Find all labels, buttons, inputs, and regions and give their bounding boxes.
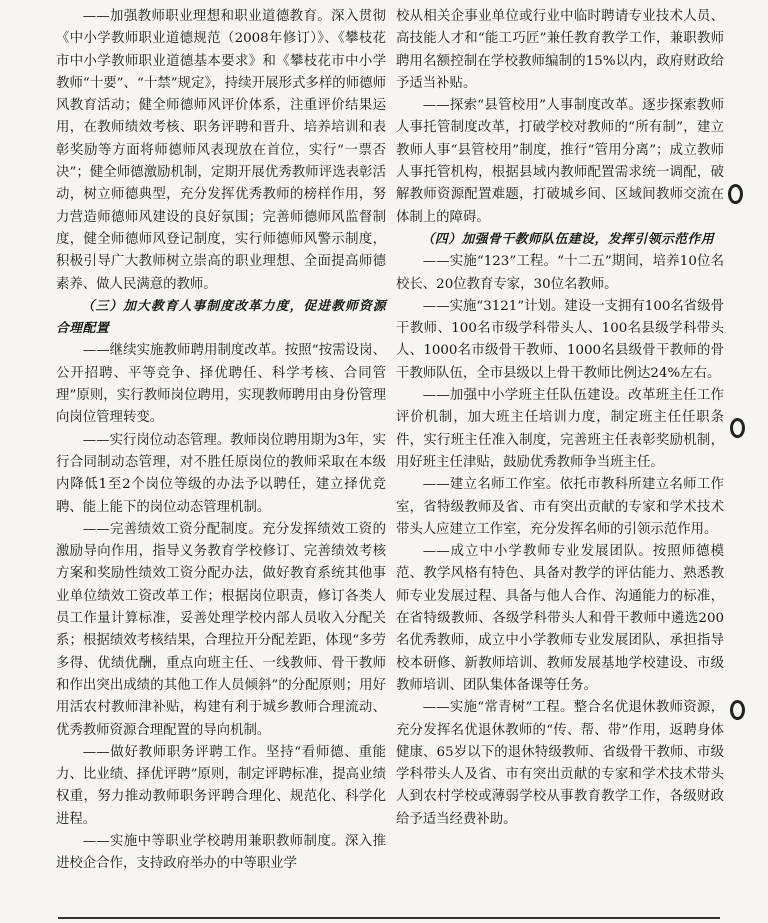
- section-heading: （三）加大教育人事制度改革力度，促进教师资源合理配置: [56, 298, 386, 337]
- paragraph: ——实行岗位动态管理。教师岗位聘用期为3年，实行合同制动态管理，对不胜任原岗位的教师采取在本级内降低1至2个岗位等级的办法予以聘任，建立择优竞聘、能上能下的岗位动态管理机制。: [56, 432, 386, 515]
- binding-hole-mark: [730, 700, 745, 720]
- left-column: [56, 6, 386, 876]
- section-heading: （四）加强骨干教师队伍建设，发挥引领示范作用: [421, 231, 715, 247]
- paragraph: ——建立名师工作室。依托市教科所建立名师工作室，省特级教师及省、市有突出贡献的专家和学术技术带头人应建立工作室，充分发挥名师的引领示范作用。: [396, 477, 724, 537]
- paragraph: ——继续实施教师聘用制度改革。按照“按需设岗、公开招聘、平等竞争、择优聘任、科学考核、合同管理”原则，实行教师岗位聘用，实现教师聘用由身份管理向岗位管理转变。: [56, 343, 386, 426]
- paragraph: ——探索“县管校用”人事制度改革。逐步探索教师人事托管制度改革，打破学校对教师的“所有制”，建立教师人事“县管校用”制度，推行“管用分离”；成立教师人事托管机构，根据县域内教师配置需求统一调配，破解教师资源配置难题，打破城乡间、区域间教师交流在体制上的障碍。: [396, 98, 724, 225]
- paragraph: ——成立中小学教师专业发展团队。按照师德模范、教学风格有特色、具备对教学的评估能力、熟悉教师专业发展过程、具备与他人合作、沟通能力的标准，在省特级教师、各级学科带头人和骨干教师中遴选200名优秀教师，成立中小学教师专业发展团队，承担指导校本研修、新教师培训、教师发展基地学校建设、市级教师培训、团队集体备课等任务。: [396, 544, 724, 693]
- paragraph: ——实施“常青树”工程。整合名优退休教师资源，充分发挥名优退休教师的“传、帮、带”作用，返聘身体健康、65岁以下的退休特级教师、省级骨干教师、市级学科带头人及省、市有突出贡献的专家和学术技术带头人到农村学校或薄弱学校从事教育教学工作，各级财政给予适当经费补助。: [396, 700, 724, 827]
- bottom-rule: [58, 917, 720, 919]
- paragraph: 校从相关企事业单位或行业中临时聘请专业技术人员、高技能人才和“能工巧匠”兼任教育教学工作，兼职教师聘用名额控制在学校教师编制的15%以内，政府财政给予适当补贴。: [396, 9, 724, 91]
- paragraph: ——实施“3121”计划。建设一支拥有100名省级骨干教师、100名市级学科带头人、100名县级学科带头人、1000名市级骨干教师、1000名县级骨干教师的骨干教师队伍，全市县级以上骨干教师比例达24%左右。: [396, 298, 724, 381]
- right-column: [396, 6, 724, 831]
- paragraph: ——实施“123”工程。“十二五”期间，培养10位名校长、20位教育专家，30位名教师。: [396, 254, 724, 292]
- paragraph: ——加强中小学班主任队伍建设。改革班主任工作评价机制，加大班主任培训力度，制定班主任任职条件，实行班主任准入制度，完善班主任表彰奖励机制，用好班主任津贴，鼓励优秀教师争当班主任。: [396, 388, 724, 470]
- paragraph: ——完善绩效工资分配制度。充分发挥绩效工资的激励导向作用，指导义务教育学校修订、完善绩效考核方案和奖励性绩效工资分配办法，做好教育系统其他事业单位绩效工资改革工作；根据岗位职责，修订各类人员工作量计算标准，妥善处理学校内部人员收入分配关系；根据绩效考核结果，合理拉开分配差距，体现“多劳多得、优绩优酬，重点向班主任、一线教师、骨干教师和作出突出成绩的其他工作人员倾斜”的分配原则；用好用活农村教师津补贴，构建有利于城乡教师合理流动、优秀教师资源合理配置的导向机制。: [56, 521, 386, 738]
- paragraph: ——做好教师职务评聘工作。坚持“看师德、重能力、比业绩、择优评聘”原则，制定评聘标准，提高业绩权重，努力推动教师职务评聘合理化、规范化、科学化进程。: [56, 744, 386, 827]
- paragraph: ——加强教师职业理想和职业道德教育。深入贯彻《中小学教师职业道德规范（2008年修订）》、《攀枝花市中小学教师职业道德基本要求》和《攀枝花市中小学教师“十要”、“十禁”规定》，持续开展形式多样的师德师风教育活动；健全师德师风评价体系，注重评价结果运用，在教师绩效考核、职务评聘和晋升、培养培训和表彰奖励等方面将师德师风表现放在首位，实行“一票否决”；健全师德激励机制，定期开展优秀教师评选表彰活动，树立师德典型，充分发挥优秀教师的榜样作用，努力营造师德师风建设的良好氛围；完善师德师风监督制度，健全师德师风登记制度，实行师德师风警示制度，积极引导广大教师树立崇高的职业理想、全面提高师德素养、做人民满意的教师。: [56, 9, 386, 292]
- binding-hole-mark: [728, 184, 743, 204]
- binding-hole-mark: [730, 418, 745, 438]
- paragraph: ——实施中等职业学校聘用兼职教师制度。深入推进校企合作，支持政府举办的中等职业学: [56, 833, 386, 872]
